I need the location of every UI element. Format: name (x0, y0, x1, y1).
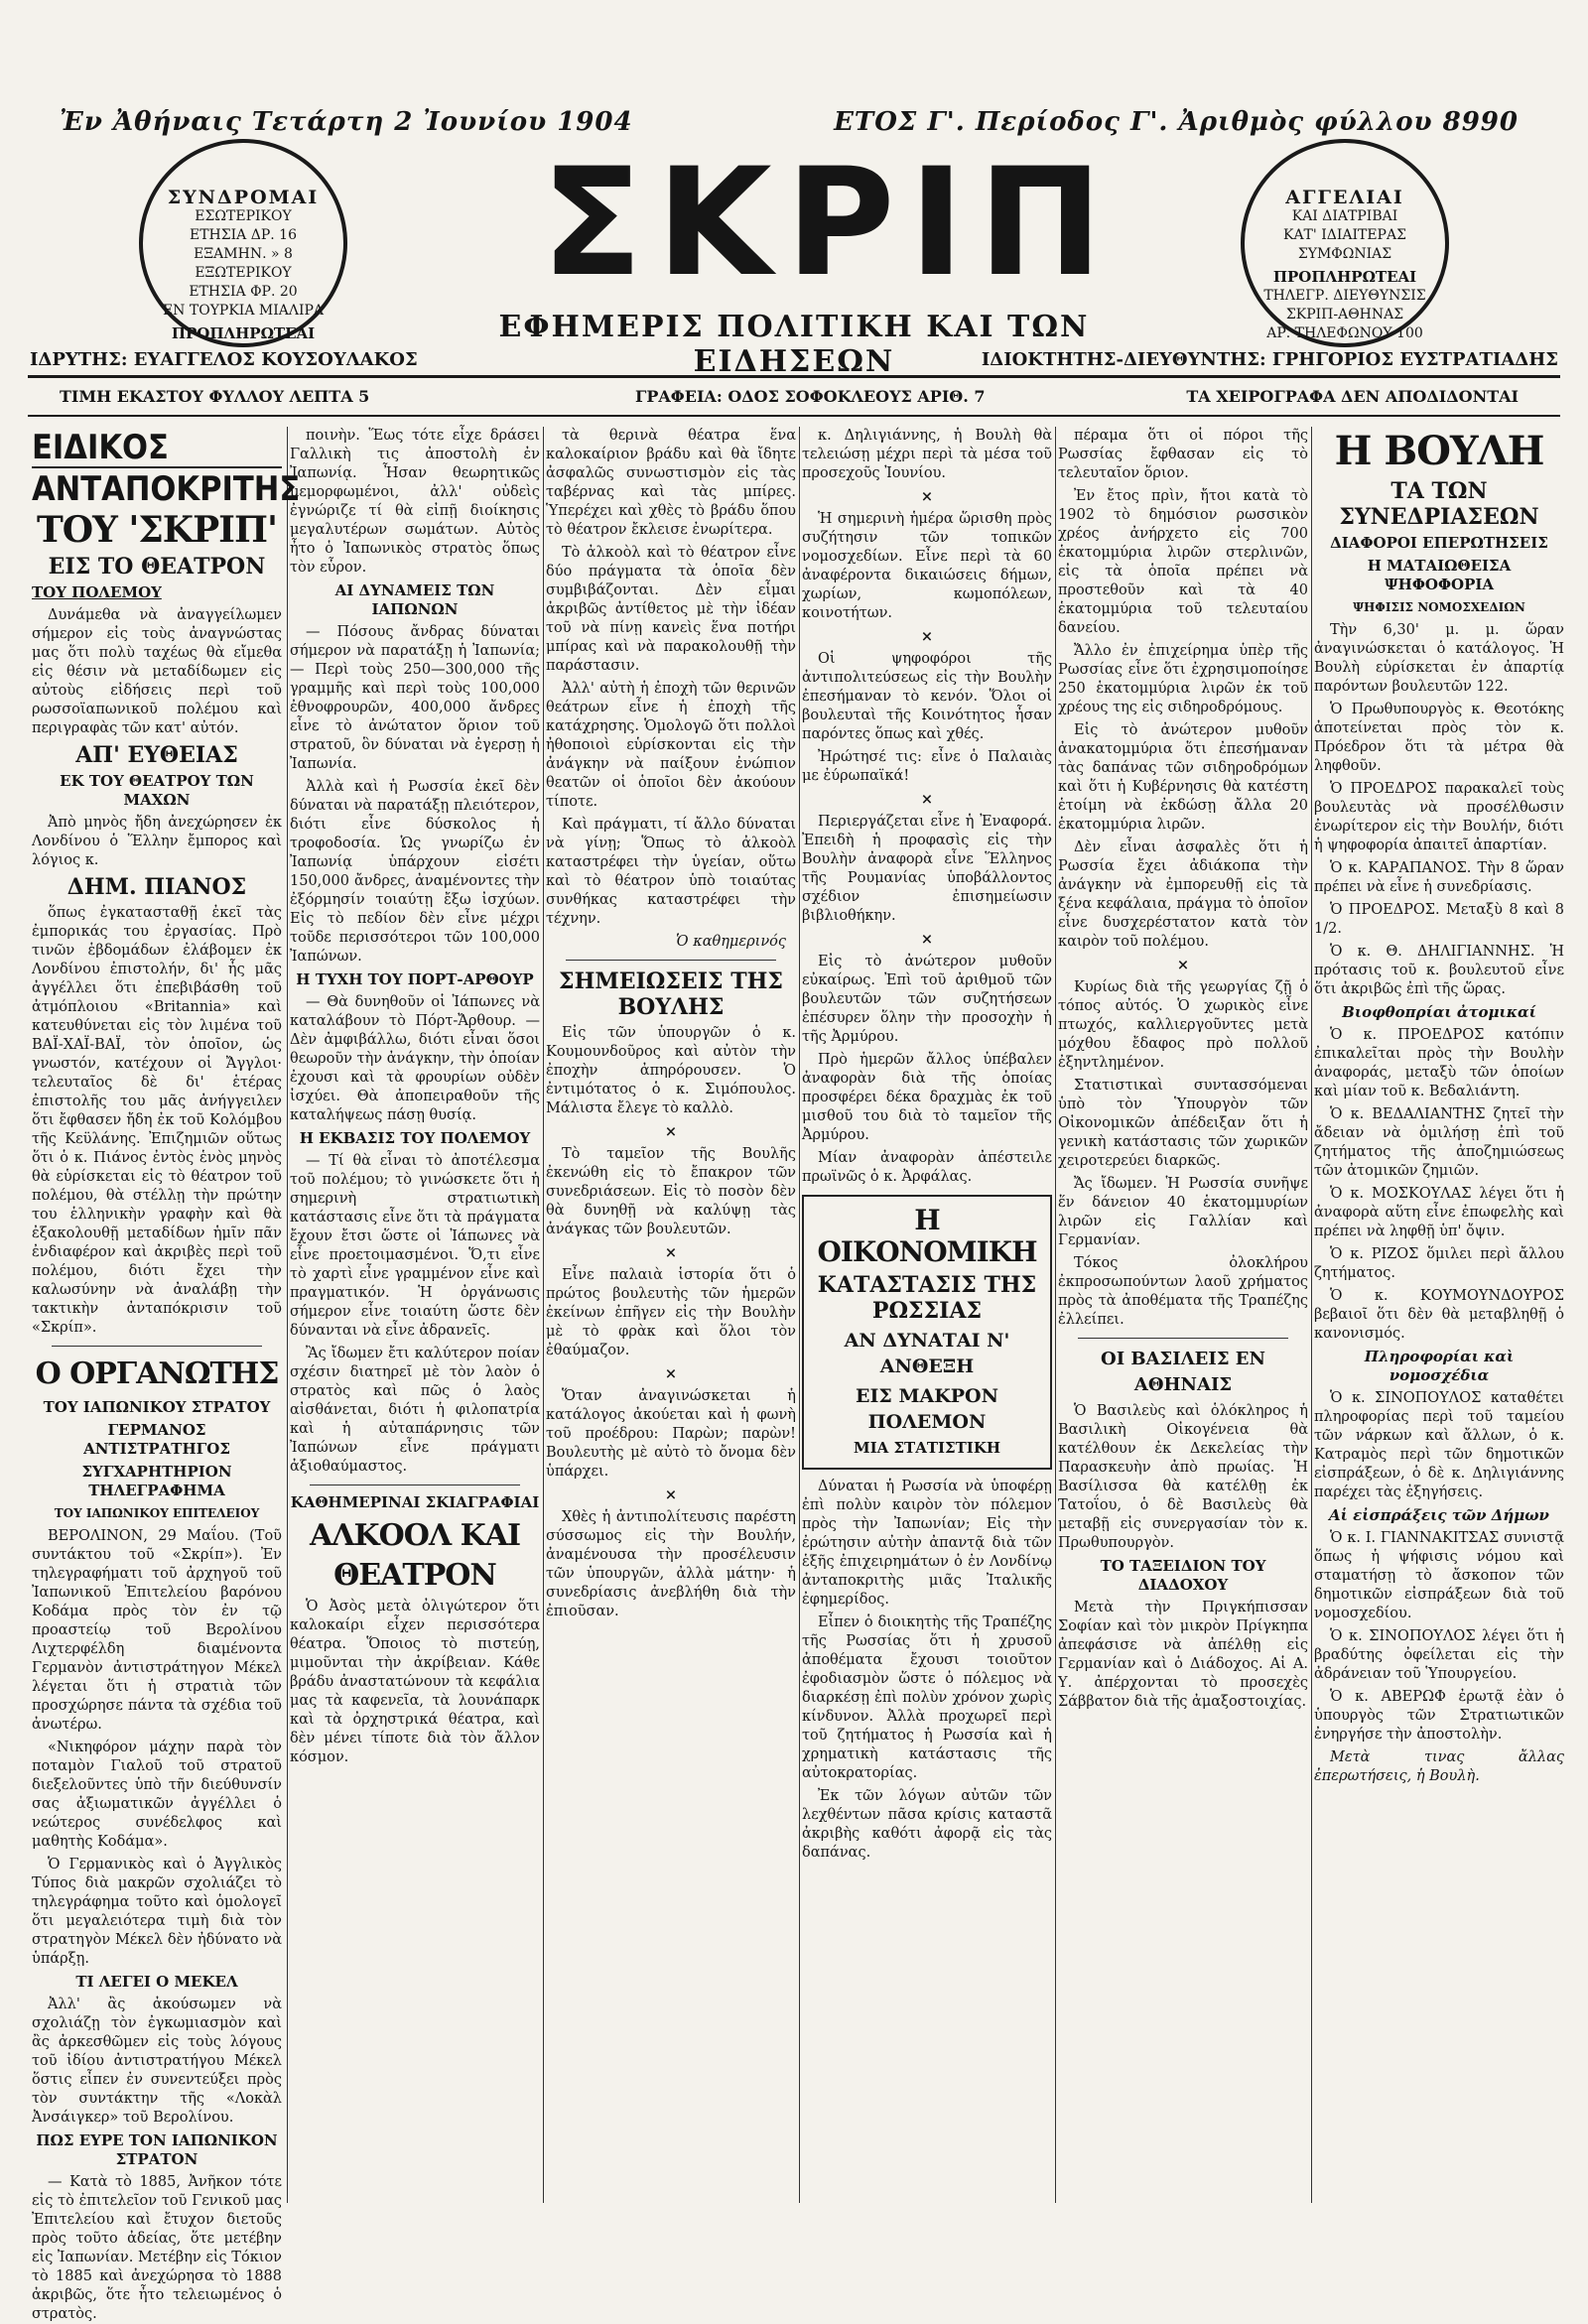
headline: Η ΒΟΥΛΗ (1334, 428, 1544, 474)
headline: Η ΟΙΚΟΝΟΜΙΚΗ (817, 1204, 1037, 1268)
owner-line: ΙΔΙΟΚΤΗΤΗΣ-ΔΙΕΥΘΥΝΤΗΣ: ΓΡΗΓΟΡΙΟΣ ΕΥΣΤΡΑΤΙΑΔΗΣ (981, 349, 1558, 370)
article-paragraph: Ἄς ἴδωμεν. Ἡ Ρωσσία συνῆψε ἕν δάνειον 40 ἑκατομμυρίων λιρῶν εἰς Γαλλίαν καὶ Γερμανίαν. (1058, 1176, 1308, 1248)
seal-line: ΣΥΜΦΩΝΙΑΣ (1297, 246, 1392, 262)
seal-title: ΣΥΝΔΡΟΜΑΙ (167, 187, 320, 208)
article-paragraph: Χθὲς ἡ ἀντιπολίτευσις παρέστη σύσσωμος εἰς τὴν Βουλήν, ἀναμένουσα τὴν προσέλευσιν τῶν ὑπουργῶν, ἀλλὰ μάτην· ἡ συνεδρίασις ἀνεβλήθη διὰ τὴν ἐπιοῦσαν. (546, 1509, 796, 1619)
column-separator (799, 427, 800, 2203)
article-paragraph: Ὁ κ. ΠΡΟΕΔΡΟΣ κατόπιν ἐπικαλεῖται πρὸς τὴν Βουλὴν ἀναφοράς, μεταξὺ τῶν ὁποίων καὶ μίαν τοῦ κ. Βεδαλιάντη. (1314, 1027, 1564, 1099)
article-paragraph: Ὁ κ. ΚΑΡΑΠΑΝΟΣ. Τὴν 8 ὥραν πρέπει νὰ εἶνε ἡ συνεδρίασις. (1314, 860, 1564, 895)
newspaper-logo: ΣΚΡΙΠ (541, 137, 1117, 310)
subheadline: Αἱ εἰσπράξεις τῶν Δήμων (1329, 1506, 1549, 1524)
separator-mark: × (920, 931, 934, 948)
article-paragraph: Ὁ κ. ΣΙΝΟΠΟΥΛΟΣ καταθέτει πληροφορίας περὶ τοῦ ταμείου τῶν νάρκων καὶ ἄλλων, ὁ κ. Κατραμὸς περὶ τῶν δημοτικῶν εἰσπράξεων, ὁ δὲ κ. Δηλιγιάννης παρέχει τὰς ἐξηγήσεις. (1314, 1390, 1564, 1500)
separator-mark: × (1176, 957, 1190, 973)
subheadline: ΔΙΑΦΟΡΟΙ ΕΠΕΡΩΤΗΣΕΙΣ (1330, 534, 1548, 552)
subheadline: ΣΥΓΧΑΡΗΤΗΡΙΟΝ ΤΗΛΕΓΡΑΦΗΜΑ (81, 1463, 232, 1499)
article-paragraph: Ὁ κ. ΣΙΝΟΠΟΥΛΟΣ λέγει ὅτι ἡ βραδύτης ὀφείλεται εἰς τὴν ἀδράνειαν τοῦ Ὑπουργείου. (1314, 1628, 1564, 1682)
subheadline: ΕΚ ΤΟΥ ΘΕΑΤΡΟΥ ΤΩΝ ΜΑΧΩΝ (60, 772, 254, 809)
subheadline: ΤΟΥ ΙΑΠΩΝΙΚΟΥ ΣΤΡΑΤΟΥ (43, 1398, 271, 1416)
article-paragraph: πέραμα ὅτι οἱ πόροι τῆς Ρωσσίας ἔφθασαν εἰς τὸ τελευταῖον ὅριον. (1058, 428, 1308, 481)
subheadline: ΑΝ ΔΥΝΑΤΑΙ Ν' ΑΝΘΕΞΗ (844, 1330, 1010, 1377)
article-paragraph: — Κατὰ τὸ 1885, Ἀνῆκον τότε εἰς τὸ ἐπιτελεῖον τοῦ Γενικοῦ μας Ἐπιτελείου καὶ ἔτυχον διετοῦς πρὸς τοῦτο ἀδείας, ὅτε μετέβην εἰς Ἰαπωνίαν. Μετέβην εἰς Τόκιον τὸ 1885 καὶ ἀνεχώρησα τὸ 1888 ἀκριβῶς, ὅτε ἦτο τελειωμένος ὁ στρατὸς. (32, 2174, 282, 2322)
seal-line: ΕΤΗΣΙΑ ΔΡ. 16 (189, 227, 297, 243)
founder-line: ΙΔΡΥΤΗΣ: ΕΥΑΓΓΕΛΟΣ ΚΟΥΣΟΥΛΑΚΟΣ (30, 349, 418, 370)
article-paragraph: Ἂς ἴδωμεν ἔτι καλύτερον ποίαν σχέσιν διατηρεῖ μὲ τὸν λαὸν ὁ στρατὸς καὶ πῶς ὁ λαὸς αἰσθάνεται, διότι ἡ φιλοπατρία καὶ ἡ αὐταπάρνησις τῶν Ἰαπώνων εἶνε πράγματι ἀξιοθαύμαστος. (290, 1346, 540, 1475)
article-paragraph: ποινὴν. Ἕως τότε εἶχε δράσει Γαλλικὴ τις ἀποστολὴ ἐν Ἰαπωνίᾳ. Ἦσαν θεωρητικῶς μεμορφωμένοι, ἀλλ' οὐδεὶς ἐγνώριζε τί θὰ εἰπῇ διοίκησις μεγαλυτέρων σωμάτων. Αὐτὸς ἦτο ὁ Ἰαπωνικὸς στρατὸς ὅπως τὸν εὗρον. (290, 428, 540, 576)
separator-mark: × (920, 488, 934, 505)
article-paragraph: Περιεργάζεται εἶνε ἡ Ἐναφορά. Ἐπειδὴ ἡ προφασὶς εἰς τὴν Βουλὴν ἀναφορὰ εἶνε Ἕλληνος τῆς Ρουμανίας ὑποβάλλοντος σχέδιον ἐπισημείωσιν βιβλιοθήκην. (802, 814, 1052, 924)
headline: ΟΙ ΒΑΣΙΛΕΙΣ ΕΝ ΑΘΗΝΑΙΣ (1101, 1349, 1265, 1395)
seal-line: ΕΞΩΤΕΡΙΚΟΥ (195, 265, 292, 281)
subheadline: ΤΟΥ ΠΟΛΕΜΟΥ (32, 583, 162, 601)
subheadline: Πληροφορίαι καὶ νομοσχέδια (1364, 1348, 1515, 1384)
subscriptions-seal (139, 139, 347, 347)
article-paragraph: κ. Δηλιγιάννης, ἡ Βουλὴ θὰ τελειώσῃ μέχρι περὶ τὰ μέσα τοῦ προσεχοῦς Ἰουνίου. (802, 428, 1052, 481)
article-paragraph: Τὸ ταμεῖον τῆς Βουλῆς ἐκενώθη εἰς τὸ ἔπακρον τῶν συνεδριάσεων. Εἰς τὸ ποσὸν δὲν θὰ δυνηθῇ νὰ καλύψῃ τὰς ἀνάγκας τῶν βουλευτῶν. (546, 1146, 796, 1237)
headline: ΤΟΥ 'ΣΚΡΙΠ' (36, 509, 278, 551)
article-paragraph: ὅπως ἐγκατασταθῇ ἐκεῖ τὰς ἐμπορικάς του ἐργασίας. Πρὸ τινῶν ἑβδομάδων ἐλάβομεν ἐκ Λονδίνου ἐπιστολήν, δι' ἧς μᾶς ἀγγέλλει ὅτι ἐπεβιβάσθη τοῦ ἀτμόπλοιου «Britannia» καὶ κατευθύνεται εἰς τὸν λιμένα τοῦ ΒΑΪ-ΧΑΪ-ΒΑΪ, τὸν ὁποῖον, ὡς γνωστόν, κατέχουν οἱ Ἄγγλοι· τελευταῖος δὲ δι' ἑτέρας ἐπιστολῆς του μᾶς ἀνήγγειλεν ὅτι ἔφθασεν ἤδη ἐκ τοῦ Κολόμβου τῆς Κεϋλάνης. Ἐπιζημιῶν οὕτως ὅτι ὁ κ. Πιάνος ἐντὸς ἑνὸς μηνὸς θὰ εὑρίσκεται εἰς τὸ θέατρον τοῦ πολέμου, θὰ στέλλῃ τὴν πρώτην του ἑλληνικὴν γραφὴν καὶ θὰ ἐξακολουθῇ μεταδίδων ἡμῖν πᾶν ἐνδιαφέρον καὶ ἀκριβὲς περὶ τοῦ πολέμου, διότι ἔχει τὴν καλωσύνην νὰ ἀναλάβῃ τὴν τακτικὴν ἀνταπόκρισιν τοῦ «Σκρίπ». (32, 905, 282, 1336)
price-line: ΤΙΜΗ ΕΚΑΣΤΟΥ ΦΥΛΛΟΥ ΛΕΠΤΑ 5 (60, 387, 370, 406)
article-paragraph: — Τί θὰ εἶναι τὸ ἀποτέλεσμα τοῦ πολέμου; τὸ γινώσκετε ὅτι ἡ σημερινὴ στρατιωτικὴ κατάστασις εἶνε ὅτι τὰ πράγματα ἔχουν ἔτσι ὥστε οἱ Ἰάπωνες νὰ εἶνε προετοιμασμένοι. Ὅ,τι εἶνε τὸ χαρτὶ εἶνε γραμμένον εἶνε καὶ πραγματικόν. Ἡ ὀργάνωσις σήμερον εἶνε τοιαύτη ὥστε δὲν δύνανται νὰ εἶνε ἀδρανεῖς. (290, 1153, 540, 1339)
column-2 (290, 427, 540, 2203)
headline: ΤΑ ΤΩΝ ΣΥΝΕΔΡΙΑΣΕΩΝ (1339, 478, 1539, 530)
article-paragraph: Ὁ Ἀσὸς μετὰ ὀλιγώτερον ὅτι καλοκαίρι εἶχεν περισσότερα θέατρα. Ὅποιος τὸ πιστεύῃ, μιμοῦνται τὴν ἀκρίβειαν. Κάθε βράδυ ἀναστατώνουν τὰ κεφάλια μας τὰ καφενεῖα, τὰ λουνάπαρκ καὶ τὰ ὀρχηστρικά θέατρα, καὶ δὲν μένει τίποτε διὰ τὸν ἄλλον κόσμον. (290, 1599, 540, 1765)
article-paragraph: Εἰς τὸ ἀνώτερον μυθοῦν ἀνακατομμύρια ὅτι ἐπεσήμαναν τὰς δαπάνας τῶν σιδηροδρόμων καὶ ὅτι ἡ Κυβέρνησις θὰ κατέστη ἑτοίμη νὰ ἐκδώσῃ ἄλλα 20 ἑκατομμύρια λιρῶν. (1058, 722, 1308, 833)
article-paragraph: Ὁ Γερμανικὸς καὶ ὁ Ἀγγλικὸς Τύπος διὰ μακρῶν σχολιάζει τὸ τηλεγράφημα τοῦτο καὶ ὁμολογεῖ ὅτι μεγαλειότερα τιμὴ διὰ τὸν στρατηγὸν Μέκελ δὲν ἠδύνατο νὰ ὑπάρξῃ. (32, 1857, 282, 1967)
subheadline: ΑΙ ΔΥΝΑΜΕΙΣ ΤΩΝ ΙΑΠΩΝΩΝ (334, 581, 495, 618)
article-paragraph: Τὸ ἀλκοὸλ καὶ τὸ θέατρον εἶνε δύο πράγματα τὰ ὁποῖα δὲν συμβιβάζονται. Δὲν εἶμαι ἀκριβῶς ἀντίθετος μὲ τὴν ἰδέαν τοῦ νὰ πίνῃ κανεὶς ἕνα ποτήρι μπίρας καὶ νὰ παρακολουθῇ τὴν παράστασιν. (546, 545, 796, 674)
year-issue-line: ΕΤΟΣ Γ'. Περίοδος Γ'. Ἀριθμὸς φύλλου 8990 (834, 107, 1519, 137)
article-paragraph: Ἄλλο ἐν ἐπιχείρημα ὑπὲρ τῆς Ρωσσίας εἶνε ὅτι ἐχρησιμοποίησε 250 ἑκατομμύρια λιρῶν ἐκ τοῦ χρέους της εἰς σιδηροδρόμους. (1058, 643, 1308, 715)
seal-stamp: ΠΡΟΠΛΗΡΩΤΕΑΙ (171, 324, 316, 342)
article-paragraph: Ὁ κ. ΒΕΔΑΛΙΑΝΤΗΣ ζητεῖ τὴν ἄδειαν νὰ ὁμιλήσῃ ἐπὶ τοῦ ζητήματος τῆς ἀποζημιώσεως τῶν ἀτομικῶν ζημιῶν. (1314, 1106, 1564, 1179)
seal-stamp: ΠΡΟΠΛΗΡΩΤΕΑΙ (1272, 268, 1417, 286)
article-paragraph: Δυνάμεθα νὰ ἀναγγείλωμεν σήμερον εἰς τοὺς ἀναγνώστας μας ὅτι πολὺ ταχέως θὰ εἴμεθα εἰς θέσιν νὰ μεταδίδωμεν εἰς αὐτοὺς εἰδήσεις περὶ τοῦ ρωσσοϊαπωνικοῦ πολέμου καὶ περιγραφὰς τῶν κατ' αὐτόν. (32, 607, 282, 736)
subheadline: ΨΗΦΙΣΙΣ ΝΟΜΟΣΧΕΔΙΩΝ (1353, 600, 1525, 614)
column-5 (1058, 427, 1308, 2203)
headline: ΣΗΜΕΙΩΣΕΙΣ ΤΗΣ ΒΟΥΛΗΣ (559, 968, 783, 1020)
article-paragraph: Ὁ κ. ΡΙΖΟΣ ὅμιλει περὶ ἄλλου ζητήματος. (1314, 1246, 1564, 1281)
subheadline: Βιοφθοπρίαι ἀτομικαί (1342, 1003, 1536, 1021)
article-paragraph: Εἶπεν ὁ διοικητὴς τῆς Τραπέζης τῆς Ρωσσίας ὅτι ἡ χρυσοῦ ἀποθέματα ἔχουσι τοιοῦτον ἐφοδιασμὸν ὥστε ὁ πόλεμος νὰ διαρκέσῃ ἐπὶ πολὺν χρόνον χωρὶς κίνδυνον. Ἀλλὰ προχωρεῖ περὶ τοῦ ζητήματος ἡ Ρωσσία καὶ ἡ χρηματικὴ κατάστασις τῆς αὐτοκρατορίας. (802, 1614, 1052, 1781)
article-paragraph: Πρὸ ἡμερῶν ἄλλος ὑπέβαλεν ἀναφορὰν διὰ τῆς ὁποίας προσφέρει δέκα δραχμὰς ἐκ τοῦ μισθοῦ του διὰ τὸ ταμεῖον τῆς Ἀρμύρου. (802, 1052, 1052, 1143)
article-paragraph: Ὁ Πρωθυπουργὸς κ. Θεοτόκης ἀποτείνεται πρὸς τὸν κ. Πρόεδρον ὅτι τὰ μέτρα θὰ ληφθοῦν. (1314, 702, 1564, 774)
article-paragraph: Καὶ πράγματι, τί ἄλλο δύναται νὰ γίνῃ; Ὅπως τὸ ἀλκοὸλ καταστρέφει τὴν ὑγείαν, οὕτω καὶ τὸ θέατρον ὑπὸ τοιαύτας συνθήκας καταστρέφει τὴν τέχνην. (546, 817, 796, 927)
article-paragraph: — Πόσους ἄνδρας δύναται σήμερον νὰ παρατάξῃ ἡ Ἰαπωνία; — Περὶ τοὺς 250—300,000 τῆς γραμμῆς καὶ περὶ τοὺς 100,000 ἐθνοφρουρῶν, 400,000 ἄνδρες εἶνε τὸ ἀνώτατον ὅριον τοῦ στρατοῦ, ὃν δύναται νὰ ἐγερσῃ ἡ Ἰαπωνία. (290, 624, 540, 772)
divider (1078, 1338, 1288, 1339)
article-paragraph: Ἠρώτησέ τις: εἶνε ὁ Παλαιὰς με ἐύρωπαϊκά! (802, 749, 1052, 784)
article-paragraph: Μετὰ τινας ἄλλας ἐπερωτήσεις, ἡ Βουλὴ. (1314, 1749, 1564, 1784)
article-paragraph: Ἀλλὰ καὶ ἡ Ρωσσία ἐκεῖ δὲν δύναται νὰ παρατάξῃ πλειότερον, διότι εἶνε δύσκολος ἡ τροφοδοσία. Ὡς γνωρίζω ἐν Ἰαπωνίᾳ ὑπάρχουν εἰσέτι 150,000 ἄνδρες, ἀναμένοντες τὴν ἐξόρμησίν τοιαύτῃ ἔξω ἰσχύων. Εἰς τὸ πεδίον δὲν εἶνε μέχρι τοῦδε περισσότεροι τῶν 100,000 Ἰαπώνων. (290, 779, 540, 965)
headline: Ο ΟΡΓΑΝΩΤΗΣ (35, 1356, 279, 1391)
column-separator (543, 427, 544, 2203)
subheadline: Η ΤΥΧΗ ΤΟΥ ΠΟΡΤ-ΑΡΘΟΥΡ (296, 970, 534, 988)
column-separator (1311, 427, 1312, 2203)
seal-line: ΕΤΗΣΙΑ ΦΡ. 20 (189, 284, 298, 300)
article-paragraph: Κυρίως διὰ τῆς γεωργίας ζῇ ὁ τόπος αὐτός. Ὁ χωρικὸς εἶνε πτωχός, καλλιεργοῦντες μετὰ μόχθου ἔδαφος πρὸ πολλοῦ ἐξηντλημένον. (1058, 979, 1308, 1071)
column-separator (1055, 427, 1056, 2203)
article-paragraph: Οἱ ψηφοφόροι τῆς ἀντιπολιτεύσεως εἰς τὴν Βουλὴν ἐπεσήμαναν τὸ κενόν. Ὅλοι οἱ βουλευταὶ τῆς Κοινότητος ἦσαν παρόντες ὅπως καὶ χθές. (802, 651, 1052, 742)
article-paragraph: Τὴν 6,30' μ. μ. ὥραν ἀναγινώσκεται ὁ κατάλογος. Ἡ Βουλὴ εὑρίσκεται ἐν ἀπαρτίᾳ παρόντων βουλευτῶν 122. (1314, 622, 1564, 695)
separator-mark: × (664, 1244, 678, 1261)
subheadline: ΠΩΣ ΕΥΡΕ ΤΟΝ ΙΑΠΩΝΙΚΟΝ ΣΤΡΑΤΟΝ (36, 2131, 278, 2168)
column-1 (32, 427, 301, 2322)
column-3 (546, 427, 796, 2203)
article-paragraph: Ἀλλ' ἂς ἀκούσωμεν νὰ σχολιάζῃ τὸν ἐγκωμιασμὸν καὶ ἂς ἀρκεσθῶμεν εἰς τοὺς λόγους τοῦ ἰδίου ἀντιστρατήγου Μέκελ ὅστις εἶπεν ἐν συνεντεύξει πρὸς τὸν συντάκτην τῆς «Λοκὰλ Ἀνσάιγκερ» τοῦ Βερολίνου. (32, 1997, 282, 2126)
headline: ΑΛΚΟΟΛ ΚΑΙ ΘΕΑΤΡΟΝ (310, 1518, 520, 1593)
article-paragraph: — Θὰ δυνηθοῦν οἱ Ἰάπωνες νὰ καταλάβουν τὸ Πόρτ-Ἄρθουρ. — Δὲν ἀμφιβάλλω, διότι εἶναι ὅσοι θεωροῦν τὴν ἀνάγκην, τὴν ὁποίαν ἐχουσι καὶ τὰ φρουρίων οὐδὲν ἰσχύει. Θὰ ἀποπειραθοῦν τῆς καταλήψεως πάσῃ θυσίᾳ. (290, 994, 540, 1123)
subheadline: ΜΙΑ ΣΤΑΤΙΣΤΙΚΗ (853, 1439, 1001, 1457)
headline: ΑΝΤΑΠΟΚΡΙΤΗΣ (32, 469, 301, 509)
article-paragraph: «Νικηφόρον μάχην παρὰ τὸν ποταμὸν Γιαλοῦ τοῦ στρατοῦ διεξελοῦντες ὑπὸ τῆν διεύθυνσίν σας ἀξιωματικῶν ἀγγέλλει ὁ νεώτερος συνέδελφος καὶ μαθητὴς Κοδάμα». (32, 1740, 282, 1850)
article-paragraph: Ὁ Βασιλεὺς καὶ ὁλόκληρος ἡ Βασιλικὴ Οἰκογένεια θὰ κατέλθουν ἐκ Δεκελείας τὴν Παρασκευὴν ἀπὸ πρωίας. Ἡ Βασίλισσα θὰ κατέλθῃ ἐκ Τατοΐου, ὁ δὲ Βασιλεὺς θὰ μεταβῇ εἰς συνεργασίαν τὸν κ. Πρωθυπουργὸν. (1058, 1403, 1308, 1551)
headline: ΚΑΤΑΣΤΑΣΙΣ ΤΗΣ ΡΩΣΣΙΑΣ (817, 1272, 1037, 1324)
header-rule (28, 375, 1560, 378)
subheadline: ΕΙΣ ΤΟ ΘΕΑΤΡΟΝ (48, 554, 266, 580)
article-paragraph: ΒΕΡΟΛΙΝΟΝ, 29 Μαΐου. (Τοῦ συντάκτου τοῦ «Σκρίπ»). Ἐν τηλεγραφήματι τοῦ ἀρχηγοῦ τοῦ Ἰαπωνικοῦ Ἐπιτελείου βαρόνου Κοδάμα πρὸς τὸν ἐν τῷ προαστείῳ τοῦ Βερολίνου Λιχτερφέλδη διαμένοντα Γερμανὸν ἀντιστράτηγον Μέκελ λέγεται ὅτι ἡ στρατιὰ τῶν προσχώρησε πάντα τὰ σχέδια τοῦ ἀνωτέρω. (32, 1528, 282, 1733)
article-paragraph: Στατιστικαὶ συντασσόμεναι ὑπὸ τὸν Ὑπουργὸν τῶν Οἰκονομικῶν ἀπέδειξαν ὅτι ἡ γενικὴ κατάστασις τῶν χωρικῶν χειροτερεύει διαρκῶς. (1058, 1078, 1308, 1169)
subheadline: ΔΗΜ. ΠΙΑΝΟΣ (66, 874, 247, 900)
column-4 (802, 427, 1052, 2203)
signature: Ὁ καθημερινός (676, 934, 786, 950)
article-paragraph: Μετὰ τὴν Πριγκήπισσαν Σοφίαν καὶ τὸν μικρὸν Πρίγκηπα ἀπεφάσισε νὰ ἀπέλθῃ εἰς Γερμανίαν καὶ ὁ Διάδοχος. Αἱ Α. Υ. ἀπέρχονται τὸ προσεχὲς Σάββατον διὰ τῆς ἀμαξοστοιχίας. (1058, 1600, 1308, 1710)
subheadline: ΕΙΣ ΜΑΚΡΟΝ ΠΟΛΕΜΟΝ (856, 1385, 998, 1433)
article-paragraph: Μίαν ἀναφορὰν ἀπέστειλε πρωϊνῶς ὁ κ. Ἀρφάλας. (802, 1150, 1052, 1185)
article-paragraph: Δύναται ἡ Ρωσσία νὰ ὑποφέρῃ ἐπὶ πολὺν καιρὸν τὸν πόλεμον πρὸς τὴν Ἰαπωνίαν; Εἰς τὴν ἐρώτησιν αὐτὴν ἀπαντᾷ διὰ τῶν ἑξῆς ἐπιχειρημάτων ὁ ἐν Λονδίνῳ ἀνταποκριτὴς μιᾶς Ἰταλικῆς ἐφημερίδος. (802, 1479, 1052, 1608)
headline: ΤΟ ΤΑΞΕΙΔΙΟΝ ΤΟΥ ΔΙΑΔΟΧΟΥ (1100, 1557, 1266, 1594)
separator-mark: × (664, 1365, 678, 1382)
article-paragraph: Ἐν ἔτος πρὶν, ἤτοι κατὰ τὸ 1902 τὸ δημόσιον ρωσσικὸν χρέος ἀνήρχετο εἰς 700 ἑκατομμύρια λιρῶν στερλινῶν, εἰς τὰ ὁποῖα πρέπει νὰ προστεθοῦν καὶ τὰ 40 ἑκατομμύρια τοῦ τελευταίου δανείου. (1058, 488, 1308, 636)
article-paragraph: Ἡ σημερινὴ ἡμέρα ὥρισθη πρὸς συζήτησιν τῶν τοπικῶν νομοσχεδίων. Εἶνε περὶ τὰ 60 ἀναφέροντα δικαιώσεις δήμων, χωρίων, κωμοπόλεων, κοινοτήτων. (802, 511, 1052, 621)
seal-line: ΕΣΩΤΕΡΙΚΟΥ (195, 208, 292, 224)
article-paragraph: Ὁ κ. ΑΒΕΡΩΦ ἐρωτᾷ ἐὰν ὁ ὑπουργὸς τῶν Στρατιωτικῶν ἐνηργήσε τὴν ἀποστολὴν. (1314, 1689, 1564, 1743)
subheadline: Η ΜΑΤΑΙΩΘΕΙΣΑ ΨΗΦΟΦΟΡΙΑ (1367, 557, 1512, 593)
article-paragraph: Ἐκ τῶν λόγων αὐτῶν τῶν λεχθέντων πᾶσα κρίσις καταστᾶ ἀκριβὴς καθότι ἀφορᾷ εἰς τὰς δαπάνας. (802, 1788, 1052, 1861)
article-paragraph: Εἰς τῶν ὑπουργῶν ὁ κ. Κουμουνδοῦρος καὶ αὐτὸν τὴν ἐποχὴν ἀπηρόρουσεν. Ὁ ἐντιμότατος ὁ κ. Σιμόπουλος. Μάλιστα ἔλεγε τὸ καλλὸ. (546, 1025, 796, 1116)
seal-title: ΑΓΓΕΛΙΑΙ (1285, 187, 1404, 208)
subheadline: ΓΕΡΜΑΝΟΣ ΑΝΤΙΣΤΡΑΤΗΓΟΣ (83, 1421, 230, 1458)
seal-line: ΚΑΙ ΔΙΑΤΡΙΒΑΙ (1291, 208, 1398, 224)
article-paragraph: Ὁ κ. Θ. ΔΗΛΙΓΙΑΝΝΗΣ. Ἡ πρότασις τοῦ κ. βουλευτοῦ εἶνε ὅτι ἀκριβῶς ἐπὶ τῆς ὥρας. (1314, 944, 1564, 997)
article-headline-box (802, 1195, 1052, 1470)
article-paragraph: Εἶνε παλαιὰ ἱστορία ὅτι ὁ πρώτος βουλευτὴς τῶν ἡμερῶν ἐκείνων ἐπῆγεν εἰς τὴν Βουλὴν μὲ τὸ φρὰκ καὶ ὅλοι τὸν ἐθαύμαζον. (546, 1267, 796, 1358)
info-rule (28, 415, 1560, 417)
office-line: ΓΡΑΦΕΙΑ: ΟΔΟΣ ΣΟΦΟΚΛΕΟΥΣ ΑΡΙΘ. 7 (635, 387, 986, 406)
subheadline: Η ΕΚΒΑΣΙΣ ΤΟΥ ΠΟΛΕΜΟΥ (299, 1129, 531, 1147)
divider (566, 960, 776, 961)
separator-mark: × (920, 628, 934, 645)
subheadline: ΑΠ' ΕΥΘΕΙΑΣ (75, 742, 238, 768)
article-paragraph: Ὁ ΠΡΟΕΔΡΟΣ παρακαλεῖ τοὺς βουλευτὰς νὰ προσέλθωσιν ἐνωρίτερον εἰς τὴν Βουλήν, διότι ἡ ψηφοφορία ἀπαιτεῖ ἀπαρτίαν. (1314, 781, 1564, 853)
advertisements-seal (1241, 139, 1449, 347)
subheadline: ΤΙ ΛΕΓΕΙ Ο ΜΕΚΕΛ (75, 1973, 238, 1991)
article-paragraph: Ὁ κ. ΚΟΥΜΟΥΝΔΟΥΡΟΣ βεβαιοῖ ὅτι δὲν θὰ μεταβληθῇ ὁ κανονισμός. (1314, 1288, 1564, 1342)
seal-line: ΣΚΡΙΠ-ΑΘΗΝΑΣ (1285, 307, 1404, 323)
seal-line: ΤΗΛΕΓΡ. ΔΙΕΥΘΥΝΣΙΣ (1263, 288, 1426, 304)
headline: ΕΙΔΙΚΟΣ (32, 429, 282, 468)
separator-mark: × (920, 791, 934, 808)
seal-phone: ΑΡ. ΤΗΛΕΦΩΝΟΥ 100 (1266, 325, 1423, 341)
date-line: Ἐν Ἀθήναις Τετάρτη 2 Ἰουνίου 1904 (60, 107, 633, 137)
separator-mark: × (664, 1123, 678, 1140)
manuscripts-line: ΤΑ ΧΕΙΡΟΓΡΑΦΑ ΔΕΝ ΑΠΟΔΙΔΟΝΤΑΙ (1186, 387, 1519, 406)
column-6 (1314, 427, 1564, 2203)
subheadline: ΤΟΥ ΙΑΠΩΝΙΚΟΥ ΕΠΙΤΕΛΕΙΟΥ (54, 1506, 260, 1520)
article-paragraph: τὰ θερινὰ θέατρα ἕνα καλοκαίριον βράδυ καὶ θὰ ἴδητε ἀσφαλῶς συνωστισμὸν εἰς τὰς ταβέρνας καὶ τὰς μπίρες. Ὑπερέχει καὶ χθὲς τὸ βράδυ ὅπου τὸ θέατρον ἔκλεισε ἐνωρίτερα. (546, 428, 796, 538)
seal-line: ΕΝ ΤΟΥΡΚΙΑ ΜΙΑΛΙΡΑ (162, 303, 325, 319)
article-paragraph: Ὁ ΠΡΟΕΔΡΟΣ. Μεταξὺ 8 καὶ 8 1/2. (1314, 902, 1564, 937)
separator-mark: × (664, 1486, 678, 1503)
subheadline: ΚΑΘΗΜΕΡΙΝΑΙ ΣΚΙΑΓΡΑΦΙΑΙ (290, 1493, 540, 1511)
column-separator (287, 427, 288, 2203)
article-paragraph: Εἰς τὸ ἀνώτερον μυθοῦν εὐκαίρως. Ἐπὶ τοῦ ἀριθμοῦ τῶν βουλευτῶν τῶν συζητήσεων ἐπέσυρεν ὅλην τὴν προσοχὴν ἡ τῆς Ἀρμύρου. (802, 954, 1052, 1045)
article-paragraph: Τόκος ὀλοκλήρου ἐκπροσωπούντων λαοῦ χρήματος πρὸς τὰ ἀποθέματα τῆς Τραπέζης ἐλλείπει. (1058, 1255, 1308, 1328)
article-paragraph: Ἀπὸ μηνὸς ἤδη ἀνεχώρησεν ἐκ Λονδίνου ὁ Ἕλλην ἔμπορος καὶ λόγιος κ. (32, 815, 282, 868)
article-paragraph: Ὅταν ἀναγινώσκεται ἡ κατάλογος ἀκούεται καὶ ἡ φωνὴ τοῦ προέδρου: Παρὼν; παρὼν! Βουλευτὴς μὲ αὐτὸ τὸ ὄνομα δὲν ὑπάρχει. (546, 1388, 796, 1480)
article-paragraph: Ἀλλ' αὐτὴ ἡ ἐποχὴ τῶν θερινῶν θεάτρων εἶνε ἡ ἐποχὴ τῆς κατάχρησης. Ὁμολογῶ ὅτι πολλοὶ ἠθοποιοὶ εὑρίσκονται εἰς τὴν ἀνάγκην νὰ παίξουν ἐνώπιον θεατῶν οἱ ὁποῖοι δὲν ἀκούουν τίποτε. (546, 681, 796, 810)
article-paragraph: Ὁ κ. ΜΟΣΚΟΥΛΑΣ λέγει ὅτι ἡ ἀναφορὰ αὕτη εἶνε ἐπωφελὴς καὶ πρέπει νὰ ληφθῇ ὑπ' ὄψιν. (1314, 1186, 1564, 1239)
seal-line: ΕΞΑΜΗΝ. » 8 (194, 246, 293, 262)
newspaper-subtitle: ΕΦΗΜΕΡΙΣ ΠΟΛΙΤΙΚΗ ΚΑΙ ΤΩΝ ΕΙΔΗΣΕΩΝ (498, 310, 1090, 379)
divider (52, 1346, 262, 1347)
article-paragraph: Δὲν εἶναι ἀσφαλὲς ὅτι ἡ Ρωσσία ἔχει ἀδιάκοπα τὴν ἀνάγκην νὰ ἐμπορευθῇ εἰς τὰ ξένα κεφάλαια, πράγμα τὸ ὁποῖον εἶνε δυσχερέστατον κατὰ τὸν καιρὸν τοῦ πολέμου. (1058, 839, 1308, 950)
article-paragraph: Ὁ κ. Ι. ΓΙΑΝΝΑΚΙΤΣΑΣ συνιστᾷ ὅπως ἡ ψήφισις νόμου καὶ σταματήσῃ τὸ ἄσκοπον τῶν δημοτικῶν εἰσπράξεων διὰ τοῦ νομοσχεδίου. (1314, 1530, 1564, 1621)
seal-line: ΚΑΤ' ΙΔΙΑΙΤΕΡΑΣ (1282, 227, 1406, 243)
